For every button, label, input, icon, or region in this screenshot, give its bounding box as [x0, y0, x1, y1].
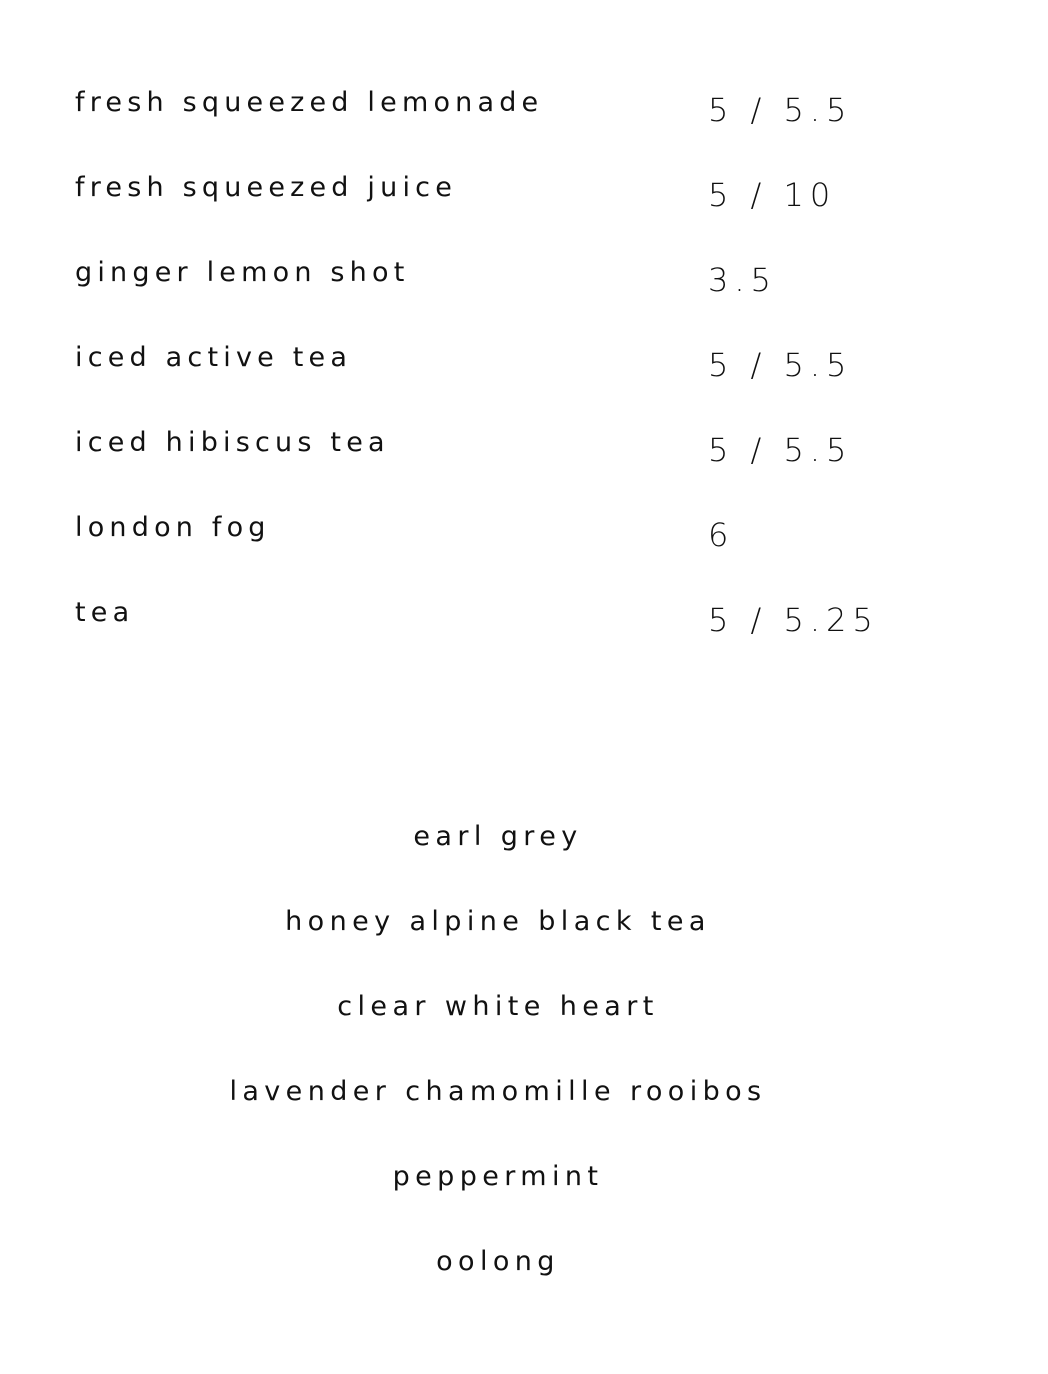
tea-option-lavender-chamomille: lavender chamomille rooibos	[229, 1076, 767, 1107]
tea-option-honey-alpine: honey alpine black tea	[285, 906, 711, 937]
tea-option-peppermint: peppermint	[392, 1161, 604, 1192]
drink-price-juice: 5 / 10	[708, 176, 837, 214]
drink-price-iced-active-tea: 5 / 5.5	[708, 346, 853, 384]
tea-option-oolong: oolong	[436, 1246, 560, 1277]
tea-option-earl-grey: earl grey	[413, 821, 583, 852]
tea-option-clear-white-heart: clear white heart	[337, 991, 659, 1022]
drink-name-ginger-shot: ginger lemon shot	[75, 257, 410, 288]
drink-name-iced-hibiscus-tea: iced hibiscus tea	[75, 427, 390, 458]
drink-name-tea: tea	[75, 597, 135, 628]
drink-price-tea: 5 / 5.25	[708, 601, 879, 639]
drink-name-juice: fresh squeezed juice	[75, 172, 458, 203]
drink-name-london-fog: london fog	[75, 512, 271, 543]
drink-name-lemonade: fresh squeezed lemonade	[75, 87, 544, 118]
drink-price-lemonade: 5 / 5.5	[708, 91, 853, 129]
drink-name-iced-active-tea: iced active tea	[75, 342, 353, 373]
drink-price-iced-hibiscus-tea: 5 / 5.5	[708, 431, 853, 469]
drink-price-ginger-shot: 3.5	[708, 261, 777, 299]
drink-price-london-fog: 6	[708, 516, 735, 554]
